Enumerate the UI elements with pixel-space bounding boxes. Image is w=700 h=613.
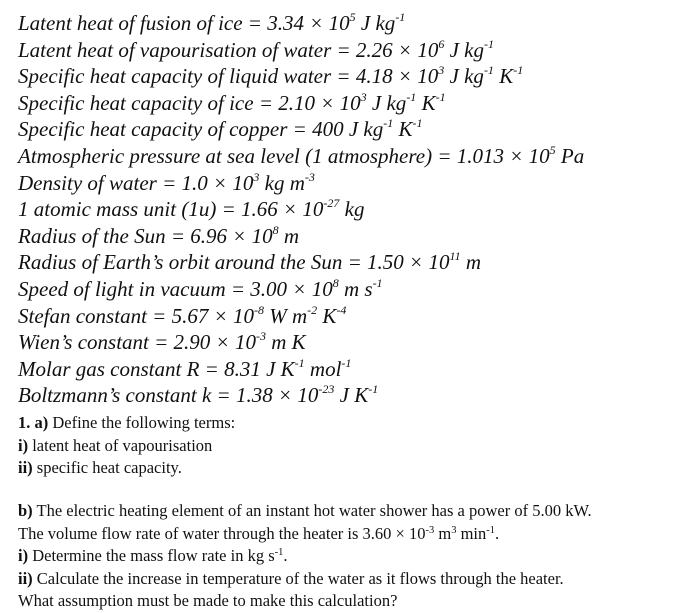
constant-line: Specific heat capacity of liquid water = $4.18 \times 10^3$ J $kg^{-1}$ $K^{-1}$ [18, 63, 524, 89]
physical-constants-list [18, 10, 688, 409]
constant-line: Specific heat capacity of copper = 400 J $kg^{-1}$ $K^{-1}$ [18, 116, 423, 142]
question-1b-line-2: The volume flow rate of water through the heater is $3.60 \times 10^{-3}$ $m^3$ $\min^{-1}$. [18, 523, 500, 543]
constant-line: Molar gas constant R = 8.31 J $K^{-1}$ mol$^{-1}$ [18, 355, 352, 381]
constant-line: 1 atomic mass unit $(1u) = 1.66 \times 10^{-27}$ kg [18, 196, 365, 222]
question-1a-part-ii: ii) specific heat capacity. [18, 458, 182, 478]
question-1a-stem: 1. a) Define the following terms: [18, 413, 236, 432]
constant-line: Speed of light in vacuum = $3.00 \times 10^8$ m $s^{-1}$ [18, 275, 383, 301]
constant-line: Atmospheric pressure at sea level (1 atmosphere) = $1.013 \times 10^5$ Pa [18, 142, 585, 168]
question-1a [18, 412, 690, 480]
constant-line: Latent heat of fusion of ice = $3.34 \times 10^5$ J $kg^{-1}$ [18, 10, 406, 35]
question-1b-line-1: b) The electric heating element of an instant hot water shower has a power of 5.00 kW. [18, 501, 592, 520]
constant-line: Latent heat of vapourisation of water = $2.26 \times 10^6$ J $kg^{-1}$ [18, 36, 494, 62]
constant-line: Radius of the Sun = $6.96 \times 10^8$ m [18, 222, 300, 248]
question-1b-part-i: i) Determine the mass flow rate in kg $s^{-1}$. [18, 546, 288, 566]
question-1a-part-i: i) latent heat of vapourisation [18, 435, 213, 455]
constant-line: Radius of Earth’s orbit around the Sun = $1.50 \times 10^{11}$ m [18, 249, 481, 275]
question-1b-assumption-line: What assumption must be made to make this calculation? [18, 591, 398, 611]
constant-line: Density of water = $1.0 \times 10^3$ kg $m^{-3}$ [18, 169, 315, 195]
question-1b-part-ii: ii) Calculate the increase in temperature of the water as it flows through the heater. [18, 568, 564, 588]
constant-line: Stefan constant = $5.67 \times 10^{-8}$ W $m^{-2}$ $K^{-4}$ [18, 302, 347, 328]
constant-line: Wien’s constant = $2.90 \times 10^{-3}$ m K [18, 329, 306, 355]
constant-line: Boltzmann’s constant $k = 1.38 \times 10^{-23}$ J $K^{-1}$ [18, 382, 379, 408]
question-1b [18, 500, 690, 613]
constant-line: Specific heat capacity of ice = $2.10 \times 10^3$ J $kg^{-1}$ $K^{-1}$ [18, 89, 446, 115]
